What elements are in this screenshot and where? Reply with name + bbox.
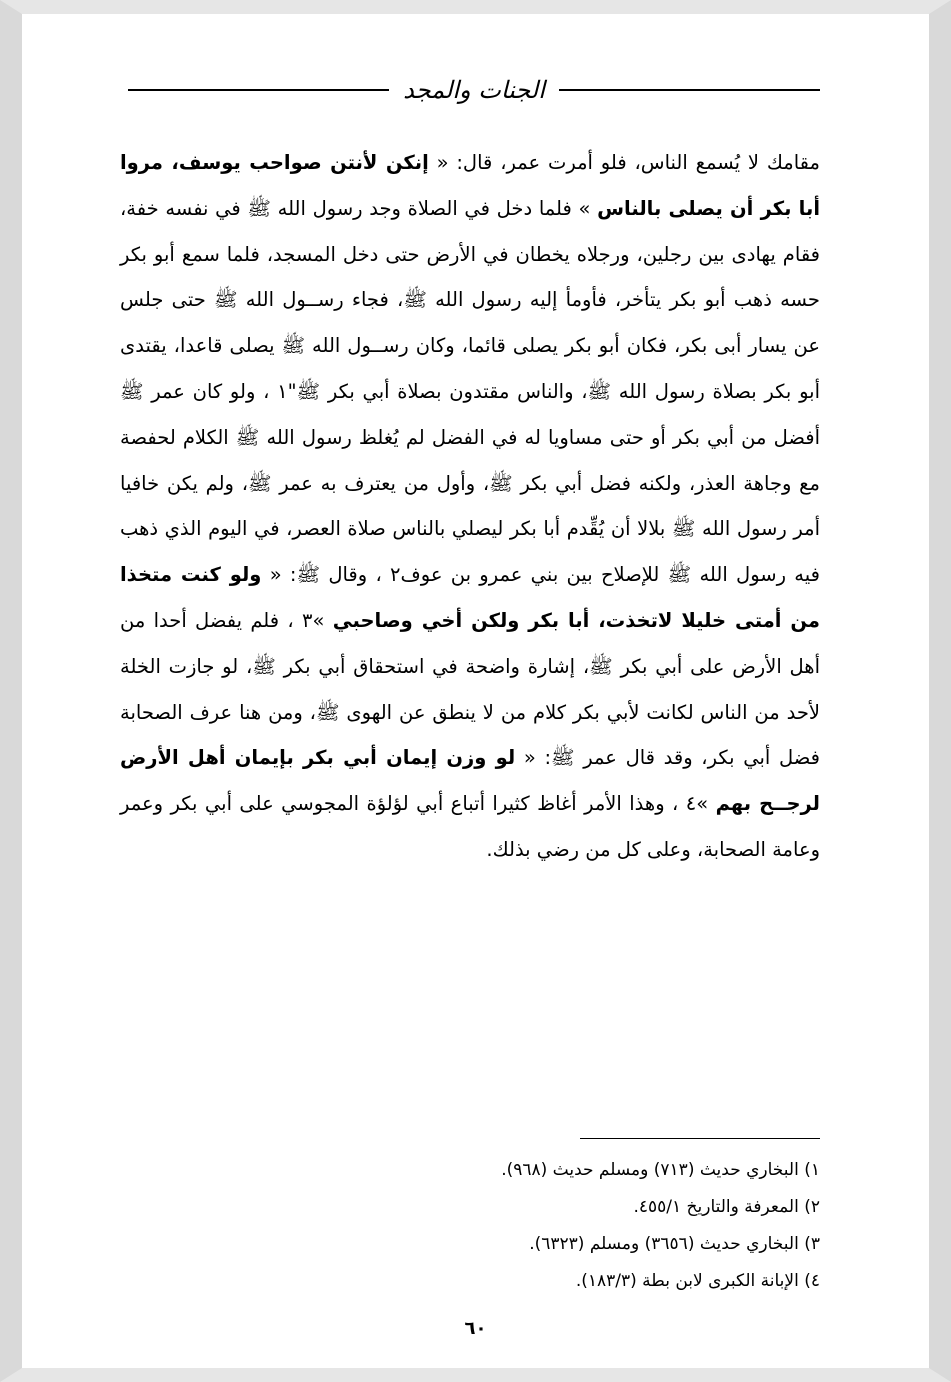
bold-quote: إنكن لأنتن صواحب يوسف، مروا أبا بكر أن يصلى بالناس xyxy=(120,151,821,220)
bold-quote: ولو كنت متخذا من أمتى خليلا لاتخذت، أبا بكر ولكن أخي وصاحبي xyxy=(120,563,820,632)
paragraph xyxy=(120,140,820,873)
footnote: ١) البخاري حديث (٧١٣) ومسلم حديث (٩٦٨). xyxy=(501,1160,820,1180)
bold-quote: لو وزن إيمان أبي بكر بإيمان أهل الأرض لرجــح بهم xyxy=(120,746,820,816)
text-run: مقامك لا يُسمع الناس، فلو أمرت عمر، قال: « xyxy=(428,151,820,174)
header-rule-right xyxy=(559,89,820,91)
footnote: ٣) البخاري حديث (٣٦٥٦) ومسلم (٦٣٢٣). xyxy=(529,1234,820,1254)
footnote: ٤) الإبانة الكبرى لابن بطة (١٨٣/٣). xyxy=(575,1271,820,1291)
main-paragraph xyxy=(120,140,820,873)
footnote-separator xyxy=(580,1138,820,1139)
header-title: الجنات والمجد xyxy=(403,76,545,104)
footnote: ٢) المعرفة والتاريخ ٤٥٥/١. xyxy=(633,1197,820,1217)
text-run: »٣ ، فلم يفضل أحدا من أهل الأرض على أبي بكر ﷺ، إشارة واضحة في استحقاق أبي بكر ﷺ، لو جازت الخلة لأحد من الناس لكانت لأبي بكر كلام من لا ينطق عن الهوى ﷺ، ومن هنا عرف الصحابة فضل أبي بكر، وقد قال عمر ﷺ: « xyxy=(120,608,820,770)
text-run: » فلما دخل في الصلاة وجد رسول الله ﷺ في نفسه خفة، فقام يهادى بين رجلين، ورجلاه يخطان في الأرض حتى دخل المسجد، فلما سمع أبو بكر حسه ذهب أبو بكر يتأخر، فأومأ إليه رسول الله ﷺ، فجاء رســول الله ﷺ حتى جلس عن يسار أبى بكر، فكان أبو بكر يصلى قائما، وكان رســول الله ﷺ يصلى قاعدا، يقتدى أبو بكر بصلاة رسول الله ﷺ، والناس مقتدون بصلاة أبي بكر ﷺ"١ ، ولو كان عمر ﷺ أفضل من أبي بكر أو حتى مساويا له في الفضل لم يُغلظ رسول الله ﷺ الكلام لحفصة مع وجاهة العذر، ولكنه فضل أبي بكر ﷺ، وأول من يعترف به عمر ﷺ، ولم يكن خافيا أمر رسول الله ﷺ بلالا أن يُقِّدم أبا بكر ليصلي بالناس صلاة العصر، في اليوم الذي ذهب فيه رسول الله ﷺ للإصلاح بين بني عمرو بن عوف٢ ، وقال ﷺ: « xyxy=(120,196,820,587)
header-rule-left xyxy=(128,89,389,91)
page-header xyxy=(128,70,820,110)
footnotes xyxy=(320,1152,820,1300)
page-number: ٦٠ xyxy=(464,1318,487,1339)
text-run: »٤ ، وهذا الأمر أغاظ كثيرا أتباع أبي لؤلؤة المجوسي على أبي بكر وعمر وعامة الصحابة، وعلى كل من رضي بذلك. xyxy=(120,792,820,861)
